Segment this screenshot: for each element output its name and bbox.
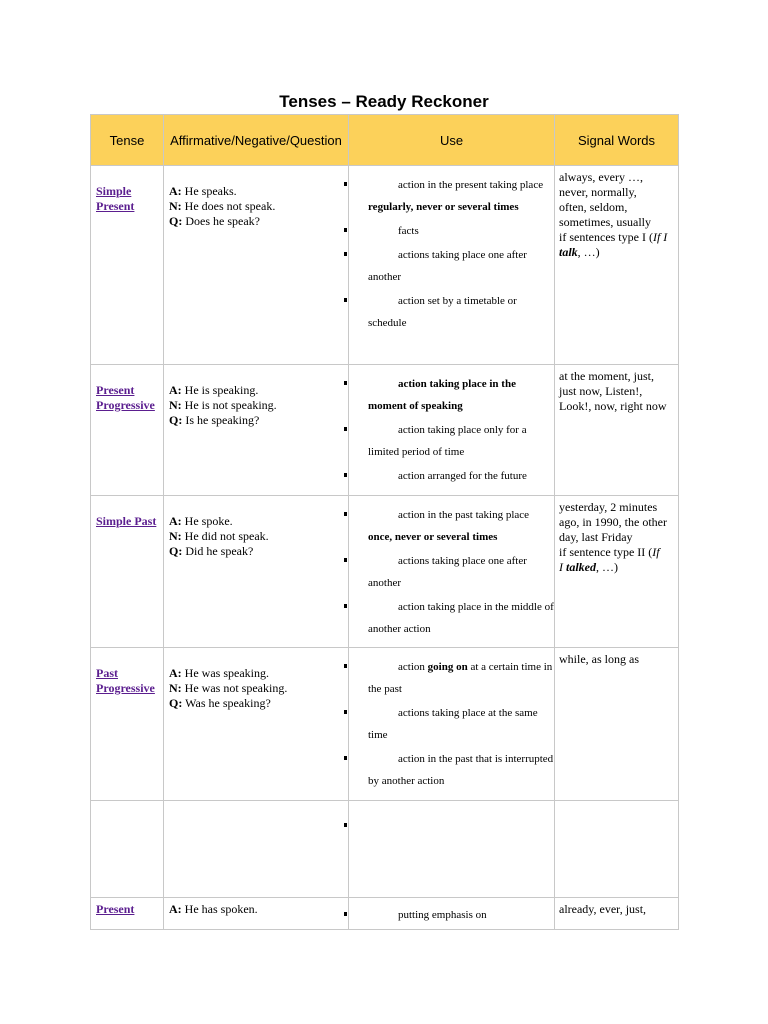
form-sentence: Did he speak? xyxy=(182,544,254,558)
form-sentence: He was not speaking. xyxy=(181,681,288,695)
tense-cell xyxy=(91,365,164,496)
use-cell xyxy=(349,801,555,898)
form-line xyxy=(169,902,348,917)
use-cell xyxy=(349,496,555,648)
use-emphasis: action taking place in the moment of speaking xyxy=(368,378,516,412)
bullet-icon xyxy=(344,823,347,827)
use-list xyxy=(349,904,554,926)
use-text: putting emphasis on xyxy=(398,909,487,921)
tenses-table xyxy=(90,114,679,930)
form-sentence: He did not speak. xyxy=(181,529,269,543)
use-list xyxy=(349,373,554,487)
signal-text: if sentences type I ( xyxy=(559,230,653,244)
signal-line xyxy=(559,215,674,230)
use-item xyxy=(349,290,554,334)
table-row xyxy=(91,496,679,648)
signal-line xyxy=(559,170,674,185)
signal-cell xyxy=(555,648,679,801)
form-sentence: He spoke. xyxy=(181,514,233,528)
form-line xyxy=(169,398,348,413)
signal-cell xyxy=(555,166,679,365)
signal-text: if sentence type II ( xyxy=(559,545,653,559)
header-signal-words: Signal Words xyxy=(555,115,679,166)
header-tense: Tense xyxy=(91,115,164,166)
table-row xyxy=(91,365,679,496)
form-sentence: He speaks. xyxy=(181,184,237,198)
form-label: A: xyxy=(169,383,182,397)
bullet-icon xyxy=(344,252,347,256)
bullet-icon xyxy=(344,664,347,668)
bullet-icon xyxy=(344,182,347,186)
signal-text: , …) xyxy=(596,560,618,574)
signal-italic: If I xyxy=(652,230,668,244)
table-header-row xyxy=(91,115,679,166)
forms-cell xyxy=(164,801,349,898)
signal-line xyxy=(559,515,674,530)
signal-line xyxy=(559,560,674,575)
bullet-icon xyxy=(344,228,347,232)
use-text: action xyxy=(398,661,428,673)
signal-text: , …) xyxy=(577,245,600,259)
table-row xyxy=(91,648,679,801)
forms-cell xyxy=(164,166,349,365)
form-label: A: xyxy=(169,902,182,916)
signal-text: Look!, now, right now xyxy=(559,399,667,413)
form-label: N: xyxy=(169,398,182,412)
use-item xyxy=(349,596,554,640)
form-line xyxy=(169,666,348,681)
signal-line xyxy=(559,652,674,667)
header-use: Use xyxy=(349,115,555,166)
form-line xyxy=(169,413,348,428)
tense-link[interactable]: Simple xyxy=(96,184,132,198)
signal-text: while, as long as xyxy=(559,652,639,666)
signal-line xyxy=(559,384,674,399)
form-sentence: He does not speak. xyxy=(181,199,276,213)
form-sentence: Was he speaking? xyxy=(182,696,271,710)
use-emphasis: regularly, never or several times xyxy=(368,201,519,213)
form-line xyxy=(169,514,348,529)
signal-text: ago, in 1990, the other xyxy=(559,515,667,529)
table-row xyxy=(91,166,679,365)
bullet-icon xyxy=(344,912,347,916)
use-text: facts xyxy=(398,225,419,237)
use-list xyxy=(349,815,554,837)
form-line xyxy=(169,529,348,544)
signal-line xyxy=(559,545,674,560)
signal-line xyxy=(559,500,674,515)
use-text: actions taking place one after another xyxy=(368,555,527,589)
use-text: action in the present taking place xyxy=(398,179,544,191)
use-text: action in the past taking place xyxy=(398,509,530,521)
form-sentence: He is speaking. xyxy=(181,383,259,397)
use-item xyxy=(349,465,554,487)
header-forms: Affirmative/Negative/Question xyxy=(164,115,349,166)
signal-text: day, last Friday xyxy=(559,530,633,544)
form-label: A: xyxy=(169,514,182,528)
use-text: at a certain time in the past xyxy=(368,661,553,695)
use-item xyxy=(349,220,554,242)
use-cell xyxy=(349,166,555,365)
form-line xyxy=(169,681,348,696)
use-item xyxy=(349,656,554,700)
use-list xyxy=(349,174,554,334)
signal-text: often, seldom, xyxy=(559,200,628,214)
use-list xyxy=(349,656,554,792)
form-line xyxy=(169,184,348,199)
forms-cell xyxy=(164,648,349,801)
tense-cell xyxy=(91,166,164,365)
use-text: action taking place in the middle of another action xyxy=(368,601,554,635)
use-item xyxy=(349,174,554,218)
signal-line xyxy=(559,200,674,215)
signal-text: yesterday, 2 minutes xyxy=(559,500,658,514)
signal-text: just now, Listen!, xyxy=(559,384,643,398)
tense-cell xyxy=(91,648,164,801)
bullet-icon xyxy=(344,298,347,302)
form-label: N: xyxy=(169,681,182,695)
tense-link[interactable]: Present xyxy=(96,383,135,397)
signal-line xyxy=(559,399,674,414)
form-label: Q: xyxy=(169,696,183,710)
signal-line xyxy=(559,902,674,917)
tense-link[interactable]: Simple Past xyxy=(96,514,157,528)
tense-link[interactable]: Past xyxy=(96,666,118,680)
form-line xyxy=(169,696,348,711)
tense-link[interactable]: Progressive xyxy=(96,398,155,412)
use-emphasis: going on xyxy=(427,661,468,673)
tense-link[interactable]: Present xyxy=(96,199,135,213)
signal-text: sometimes, usually xyxy=(559,215,651,229)
signal-text: already, ever, just, xyxy=(559,902,647,916)
forms-cell xyxy=(164,496,349,648)
page-title: Tenses – Ready Reckoner xyxy=(279,92,489,111)
use-item xyxy=(349,748,554,792)
use-text: actions taking place at the same time xyxy=(368,707,538,741)
form-label: A: xyxy=(169,184,182,198)
tense-cell xyxy=(91,898,164,930)
use-item xyxy=(349,904,554,926)
form-sentence: Does he speak? xyxy=(182,214,260,228)
form-line xyxy=(169,383,348,398)
form-label: N: xyxy=(169,529,182,543)
bullet-icon xyxy=(344,381,347,385)
use-text: action set by a timetable or schedule xyxy=(368,295,517,329)
bullet-icon xyxy=(344,473,347,477)
signal-text: never, normally, xyxy=(559,185,637,199)
bullet-icon xyxy=(344,512,347,516)
bullet-icon xyxy=(344,756,347,760)
form-label: Q: xyxy=(169,544,183,558)
signal-cell xyxy=(555,365,679,496)
signal-line xyxy=(559,185,674,200)
signal-cell xyxy=(555,496,679,648)
signal-line xyxy=(559,230,674,260)
signal-cell xyxy=(555,898,679,930)
bullet-icon xyxy=(344,558,347,562)
use-text: action taking place only for a limited period of time xyxy=(368,424,527,458)
signal-text: at the moment, just, xyxy=(559,369,654,383)
use-item xyxy=(349,419,554,463)
use-cell xyxy=(349,365,555,496)
signal-line xyxy=(559,530,674,545)
form-sentence: He has spoken. xyxy=(181,902,258,916)
form-sentence: He is not speaking. xyxy=(181,398,277,412)
use-text: action in the past that is interrupted by another action xyxy=(368,753,554,787)
forms-cell xyxy=(164,365,349,496)
signal-italic: I xyxy=(559,560,566,574)
bullet-icon xyxy=(344,427,347,431)
use-text: action arranged for the future xyxy=(398,470,527,482)
table-row xyxy=(91,898,679,930)
use-item xyxy=(349,550,554,594)
tense-link[interactable]: Progressive xyxy=(96,681,155,695)
tense-cell xyxy=(91,801,164,898)
use-item xyxy=(349,504,554,548)
signal-line xyxy=(559,369,674,384)
form-label: N: xyxy=(169,199,182,213)
form-line xyxy=(169,199,348,214)
signal-italic: If xyxy=(652,545,660,559)
use-list xyxy=(349,504,554,640)
form-label: A: xyxy=(169,666,182,680)
form-sentence: Is he speaking? xyxy=(182,413,260,427)
form-line xyxy=(169,214,348,229)
bullet-icon xyxy=(344,710,347,714)
use-item xyxy=(349,702,554,746)
signal-text: always, every …, xyxy=(559,170,643,184)
tense-link[interactable]: Present xyxy=(96,902,135,916)
table-row xyxy=(91,801,679,898)
tense-cell xyxy=(91,496,164,648)
form-sentence: He was speaking. xyxy=(181,666,269,680)
signal-emphasis: talk xyxy=(559,245,578,259)
signal-emphasis: talked xyxy=(566,560,596,574)
use-item xyxy=(349,373,554,417)
signal-cell xyxy=(555,801,679,898)
use-cell xyxy=(349,648,555,801)
form-line xyxy=(169,544,348,559)
use-text: actions taking place one after another xyxy=(368,249,527,283)
forms-cell xyxy=(164,898,349,930)
form-label: Q: xyxy=(169,214,183,228)
use-emphasis: once, never or several times xyxy=(368,531,498,543)
use-item xyxy=(349,244,554,288)
use-cell xyxy=(349,898,555,930)
use-item xyxy=(349,815,554,837)
bullet-icon xyxy=(344,604,347,608)
form-label: Q: xyxy=(169,413,183,427)
